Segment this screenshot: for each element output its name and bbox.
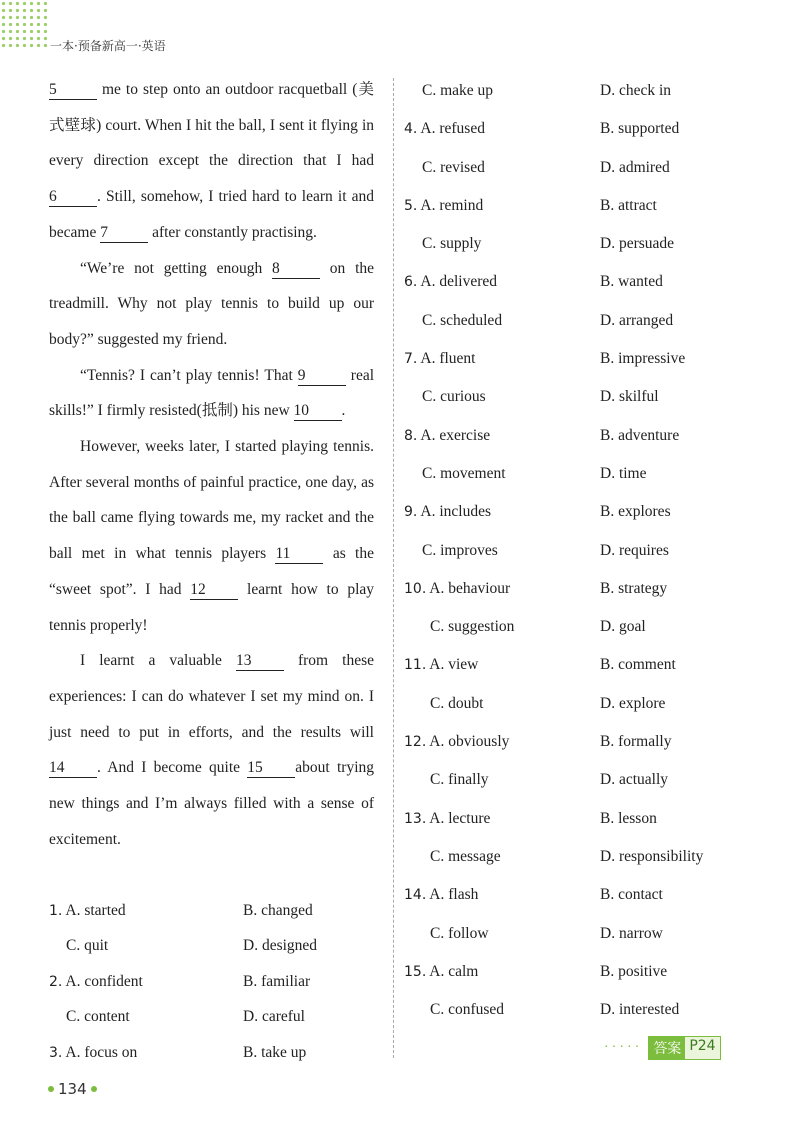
passage-text: as the “sweet spot”. I had <box>49 545 374 598</box>
passage-text: I learnt a valuable <box>80 652 222 670</box>
question-11-row-cd <box>404 685 744 723</box>
passage-text: “Tennis? I can’t play tennis! That <box>80 366 293 384</box>
passage-paragraph-5 <box>49 643 374 857</box>
passage-paragraph-2 <box>49 251 374 358</box>
answer-page: P24 <box>689 1038 716 1054</box>
option-a: A. refused <box>420 120 485 138</box>
option-d: D. narrow <box>600 924 663 942</box>
question-3-row-cd <box>404 72 744 110</box>
question-number: 2. <box>49 973 63 990</box>
option-d: D. goal <box>600 618 646 636</box>
option-b: B. contact <box>600 886 663 904</box>
page-number-footer <box>48 1080 97 1098</box>
question-number: 13. <box>404 810 427 827</box>
option-c: C. revised <box>422 158 485 176</box>
option-b: B. adventure <box>600 426 680 444</box>
option-c: C. content <box>66 1008 130 1026</box>
question-9-row-ab <box>404 493 744 531</box>
option-c: C. message <box>430 847 501 865</box>
option-a: A. includes <box>420 503 491 521</box>
option-c: C. suggestion <box>430 618 515 636</box>
question-2-row-cd <box>49 999 374 1034</box>
question-4-row-cd <box>404 149 744 187</box>
question-1-row-cd <box>49 928 374 963</box>
blank-10: 10 <box>294 402 342 421</box>
option-a: A. calm <box>429 962 479 980</box>
option-c: C. finally <box>430 771 489 789</box>
question-6-row-cd <box>404 302 744 340</box>
option-c: C. curious <box>422 388 486 406</box>
question-14-row-cd <box>404 915 744 953</box>
question-7-row-cd <box>404 378 744 416</box>
option-a: A. exercise <box>420 426 491 444</box>
bullet-dot-icon <box>91 1086 97 1092</box>
blank-11: 11 <box>275 545 323 564</box>
options-left <box>49 893 374 1070</box>
option-b: B. formally <box>600 733 672 751</box>
passage-text: . And I become quite <box>97 759 241 777</box>
option-a: A. obviously <box>429 733 510 751</box>
option-a: A. remind <box>420 196 484 214</box>
passage-paragraph-1 <box>49 72 374 251</box>
question-15-row-cd <box>404 991 744 1029</box>
question-12-row-cd <box>404 761 744 799</box>
blank-9: 9 <box>298 367 346 386</box>
option-b: B. attract <box>600 196 657 214</box>
option-d: D. check in <box>600 82 672 99</box>
option-d: D. careful <box>243 1008 305 1026</box>
question-8-row-ab <box>404 417 744 455</box>
decorative-dot-grid <box>0 0 50 50</box>
question-5-row-cd <box>404 225 744 263</box>
decorative-dots: ····· <box>604 1040 643 1055</box>
passage-text: real skills!” I firmly resisted(抵制) his new <box>49 366 375 420</box>
question-number: 6. <box>404 274 418 291</box>
option-a: A. lecture <box>429 809 491 827</box>
option-b: B. positive <box>600 962 668 980</box>
blank-14: 14 <box>49 759 97 778</box>
option-c: C. scheduled <box>422 311 503 329</box>
question-8-row-cd <box>404 455 744 493</box>
blank-13: 13 <box>236 652 284 671</box>
option-b: B. strategy <box>600 579 668 597</box>
question-14-row-ab <box>404 876 744 914</box>
option-c: C. improves <box>422 541 498 559</box>
question-number: 4. <box>404 121 418 138</box>
passage-paragraph-4 <box>49 429 374 643</box>
question-1-row-ab <box>49 893 374 928</box>
blank-8: 8 <box>272 260 320 279</box>
option-b: B. explores <box>600 503 671 521</box>
passage-text: learnt how to play tennis properly! <box>49 580 374 634</box>
passage-text: . <box>341 402 346 420</box>
question-6-row-ab <box>404 263 744 301</box>
question-number: 12. <box>404 734 427 751</box>
option-d: D. actually <box>600 771 669 789</box>
option-b: B. familiar <box>243 972 311 990</box>
question-7-row-ab <box>404 340 744 378</box>
page-header: 一本·预备新高一·英语 <box>50 39 166 53</box>
option-a: A. fluent <box>420 350 476 368</box>
question-number: 5. <box>404 197 418 214</box>
question-number: 14. <box>404 887 427 904</box>
passage-text: about trying new things and I’m always filled with a sense of excitement. <box>49 759 374 848</box>
passage-text: after constantly practising. <box>152 223 317 241</box>
question-5-row-ab <box>404 187 744 225</box>
question-15-row-ab <box>404 953 744 991</box>
question-13-row-cd <box>404 838 744 876</box>
blank-12: 12 <box>190 581 238 600</box>
option-a: A. confident <box>65 972 143 990</box>
option-d: D. interested <box>600 1001 680 1019</box>
option-b: B. lesson <box>600 809 657 827</box>
passage-text: on the treadmill. Why not play tennis to build up our body?” suggested my friend. <box>49 259 375 348</box>
page-number: 134 <box>58 1080 87 1098</box>
column-divider <box>393 78 394 1058</box>
answer-reference <box>604 1036 721 1060</box>
blank-15: 15 <box>247 759 295 778</box>
passage-text: me to step onto an outdoor racquetball (美式壁球) court. When I hit the ball, I sent it flying in every direction except the direction that I had <box>49 81 374 170</box>
option-a: A. delivered <box>420 273 497 291</box>
option-c: C. follow <box>430 924 489 942</box>
question-10-row-ab <box>404 570 744 608</box>
blank-7: 7 <box>100 224 148 243</box>
option-b: B. changed <box>243 902 313 919</box>
passage-text: . Still, somehow, I tried hard to learn it and became <box>49 188 374 241</box>
option-a: A. started <box>65 902 126 919</box>
option-b: B. take up <box>243 1043 307 1061</box>
question-number: 11. <box>404 657 427 674</box>
blank-5: 5 <box>49 81 97 100</box>
blank-6: 6 <box>49 188 97 207</box>
bullet-dot-icon <box>48 1086 54 1092</box>
passage-paragraph-3 <box>49 358 374 429</box>
option-c: C. doubt <box>430 694 484 712</box>
option-a: A. view <box>429 656 479 674</box>
question-number: 8. <box>404 427 418 444</box>
option-c: C. movement <box>422 464 506 482</box>
question-4-row-ab <box>404 110 744 148</box>
option-c: C. supply <box>422 235 482 253</box>
question-10-row-cd <box>404 608 744 646</box>
option-a: A. focus on <box>65 1043 138 1061</box>
question-12-row-ab <box>404 723 744 761</box>
option-d: D. persuade <box>600 235 675 253</box>
passage-text: from these experiences: I can do whatever I set my mind on. I just need to put in efforts, and the results will <box>49 652 374 741</box>
passage <box>49 72 374 857</box>
option-d: D. requires <box>600 541 669 559</box>
question-11-row-ab <box>404 646 744 684</box>
option-c: C. quit <box>66 937 109 955</box>
option-d: D. arranged <box>600 311 674 329</box>
question-9-row-cd <box>404 532 744 570</box>
option-d: D. admired <box>600 158 670 176</box>
question-13-row-ab <box>404 800 744 838</box>
question-number: 15. <box>404 963 427 980</box>
option-d: D. time <box>600 464 647 482</box>
answer-badge <box>648 1036 720 1060</box>
question-number: 10. <box>404 580 427 597</box>
options-right <box>404 72 744 1029</box>
option-c: C. make up <box>422 82 494 99</box>
option-d: D. explore <box>600 694 666 712</box>
question-number: 9. <box>404 504 418 521</box>
answer-label: 答案 <box>649 1037 685 1059</box>
option-b: B. wanted <box>600 273 663 291</box>
option-a: A. behaviour <box>429 579 511 597</box>
option-b: B. supported <box>600 120 680 138</box>
option-d: D. responsibility <box>600 847 704 865</box>
option-d: D. skilful <box>600 388 659 406</box>
option-b: B. impressive <box>600 350 686 368</box>
question-number: 3. <box>49 1044 63 1061</box>
passage-text: However, weeks later, I started playing tennis. After several months of painful practice, one day, as the ball came flying towards me, my racket and the ball met in what tennis players <box>49 438 374 563</box>
option-a: A. flash <box>429 886 479 904</box>
question-2-row-ab <box>49 964 374 999</box>
question-number: 1. <box>49 903 63 919</box>
question-number: 7. <box>404 351 418 368</box>
option-d: D. designed <box>243 937 318 955</box>
option-c: C. confused <box>430 1001 505 1019</box>
question-3-row-ab <box>49 1035 374 1070</box>
passage-text: “We’re not getting enough <box>80 259 263 277</box>
option-b: B. comment <box>600 656 676 674</box>
